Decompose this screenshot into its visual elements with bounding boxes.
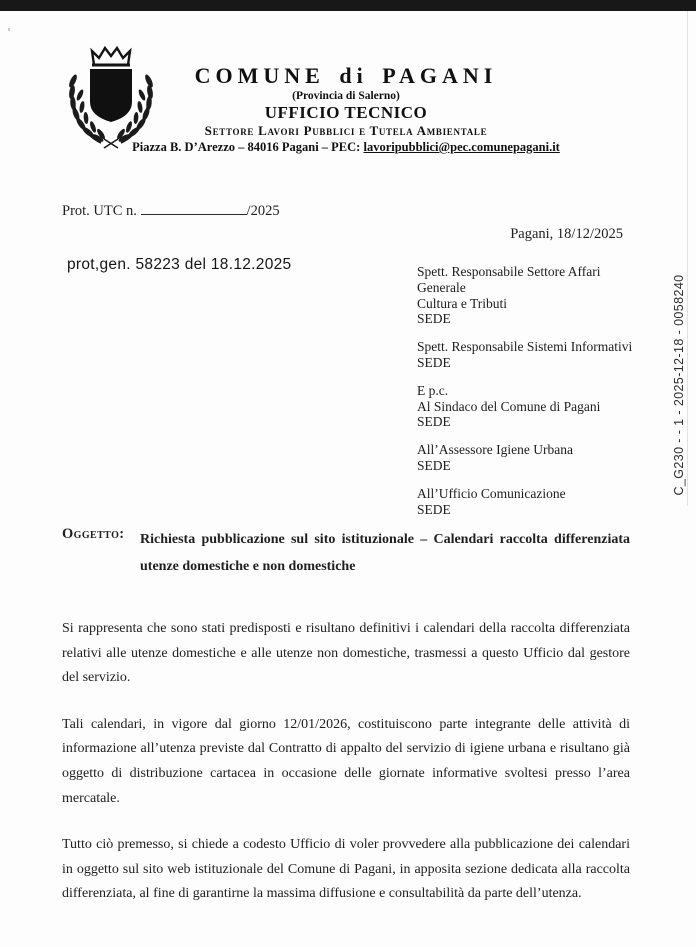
protocol-number-prefix: Prot. UTC n. — [62, 203, 137, 219]
recipient-line: Cultura e Tributi — [417, 295, 508, 311]
body-paragraph: Si rappresenta che sono stati predisposti e risultano definitivi i calendari della raccolta differenziata relativi alle utenze domestiche e alle utenze non domestiche, trasmessi a questo Ufficio dal gestore del servizio. — [62, 621, 630, 686]
municipality-title: COMUNE di PAGANI — [194, 63, 498, 88]
address-line — [128, 139, 564, 155]
subject-text: Richiesta pubblicazione sul sito istituzionale – Calendari raccolta differenziata utenze domestiche e non domestiche — [140, 532, 630, 574]
letter-body — [62, 617, 630, 907]
protocol-stamp: prot,gen. 58223 del 18.12.2025 — [67, 256, 292, 273]
recipient-line: Al Sindaco del Comune di Pagani — [417, 398, 601, 414]
recipient-line: All’Assessore Igiene Urbana — [417, 442, 573, 458]
recipient-group — [417, 442, 635, 474]
letterhead — [128, 63, 564, 155]
recipient-line: Spett. Responsabile Settore Affari Generale — [417, 264, 601, 295]
address-prefix: Piazza B. D’Arezzo – 84016 Pagani – PEC: — [132, 140, 364, 154]
body-paragraph: Tutto ciò premesso, si chiede a codesto Ufficio di voler provvedere alla pubblicazione dei calendari in oggetto sul sito web istituzionale del Comune di Pagani, in apposita sezione dedicata alla raccolta differenziata, al fine di garantirne la massima diffusione e consultabilità da parte dell’utenza. — [62, 837, 630, 902]
province-line: (Provincia di Salerno) — [292, 90, 400, 102]
pec-email-link[interactable]: lavoripubblici@pec.comunepagani.it — [363, 140, 560, 154]
scan-artifact-right-line — [687, 11, 688, 506]
scan-artifact-top-bar — [0, 0, 696, 11]
body-paragraph: Tali calendari, in vigore dal giorno 12/01/2026, costituiscono parte integrante delle attività di informazione all’utenza previste dal Contratto di appalto del servizio di igiene urbana e risultano già oggetto di distribuzione cartacea in occasione delle giornate informative svoltesi presso l’area mercatale. — [62, 716, 630, 806]
recipient-group — [417, 383, 635, 430]
recipient-group — [417, 264, 635, 327]
recipient-line: SEDE — [417, 414, 451, 430]
recipient-line: SEDE — [417, 311, 451, 327]
recipient-line: SEDE — [417, 457, 451, 473]
protocol-number-line — [62, 203, 280, 220]
recipient-group — [417, 486, 635, 518]
recipient-line: SEDE — [417, 354, 451, 370]
scan-artifact-speck — [8, 28, 10, 31]
recipient-group — [417, 339, 635, 371]
recipient-line: E p.c. — [417, 382, 449, 398]
margin-protocol-code: C_G230 - - 1 - 2025-12-18 - 0058240 — [672, 274, 686, 496]
recipient-line: SEDE — [417, 501, 451, 517]
office-name: UFFICIO TECNICO — [264, 103, 428, 122]
recipients-block — [417, 264, 635, 529]
protocol-number-blank — [141, 203, 247, 215]
recipient-line: Spett. Responsabile Sistemi Informativi — [417, 339, 633, 355]
sector-name: Settore Lavori Pubblici e Tutela Ambientale — [204, 123, 488, 138]
protocol-number-suffix: /2025 — [246, 203, 280, 219]
place-and-date: Pagani, 18/12/2025 — [510, 226, 623, 242]
subject-label: Oggetto: — [62, 526, 125, 542]
recipient-line: All’Ufficio Comunicazione — [417, 485, 566, 501]
